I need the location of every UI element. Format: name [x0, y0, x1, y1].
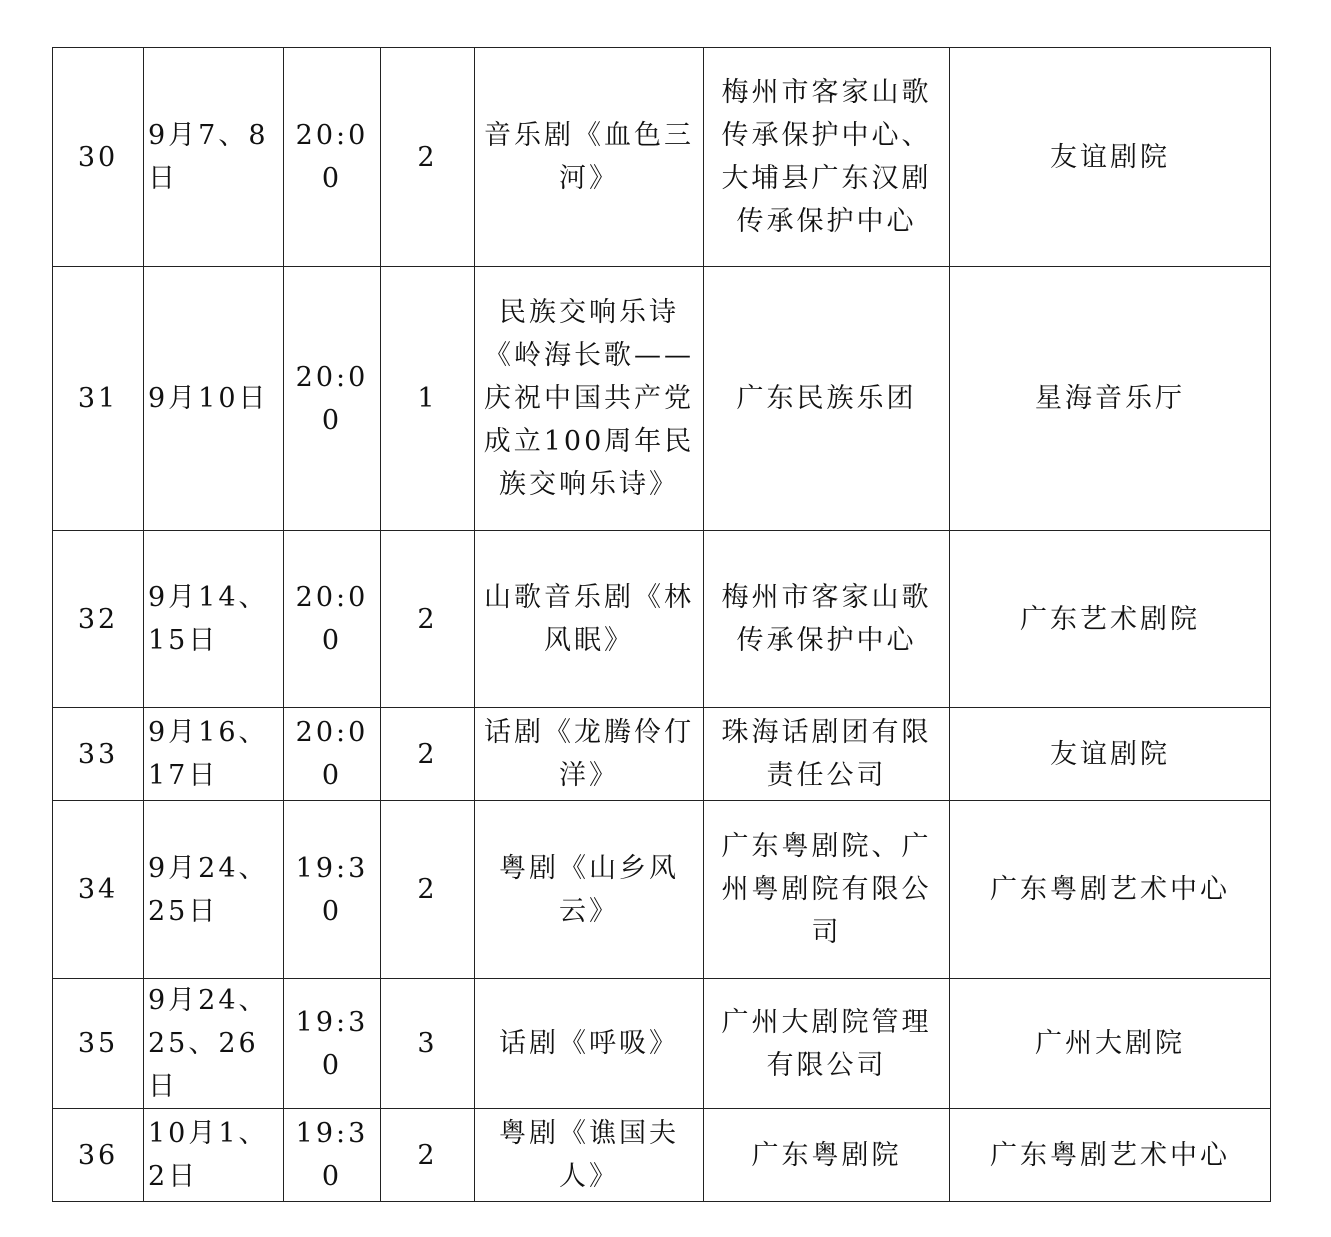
performance-time: 19:30: [284, 801, 381, 979]
troupe-name: 珠海话剧团有限责任公司: [704, 708, 950, 801]
table-row: [53, 979, 1271, 1109]
row-number: 32: [53, 531, 144, 708]
performance-date: 9月16、17日: [144, 708, 284, 801]
show-count: 2: [381, 801, 475, 979]
venue-name: 友谊剧院: [950, 708, 1271, 801]
troupe-name: 广东民族乐团: [704, 267, 950, 531]
troupe-name: 广州大剧院管理有限公司: [704, 979, 950, 1109]
troupe-name: 梅州市客家山歌传承保护中心、大埔县广东汉剧传承保护中心: [704, 48, 950, 267]
performance-time: 20:00: [284, 531, 381, 708]
venue-name: 广州大剧院: [950, 979, 1271, 1109]
row-number: 31: [53, 267, 144, 531]
row-number: 36: [53, 1109, 144, 1202]
troupe-name: 梅州市客家山歌传承保护中心: [704, 531, 950, 708]
table-row: [53, 708, 1271, 801]
show-count: 2: [381, 708, 475, 801]
program-title: 话剧《龙腾伶仃洋》: [475, 708, 704, 801]
table-row: [53, 1109, 1271, 1202]
program-title: 粤剧《山乡风云》: [475, 801, 704, 979]
program-title: 民族交响乐诗《岭海长歌——庆祝中国共产党成立100周年民族交响乐诗》: [475, 267, 704, 531]
venue-name: 广东粤剧艺术中心: [950, 1109, 1271, 1202]
venue-name: 友谊剧院: [950, 48, 1271, 267]
performance-time: 19:30: [284, 1109, 381, 1202]
table-row: [53, 801, 1271, 979]
performance-date: 9月7、8日: [144, 48, 284, 267]
program-title: 山歌音乐剧《林风眠》: [475, 531, 704, 708]
performance-date: 9月10日: [144, 267, 284, 531]
venue-name: 星海音乐厅: [950, 267, 1271, 531]
show-count: 3: [381, 979, 475, 1109]
row-number: 33: [53, 708, 144, 801]
show-count: 2: [381, 48, 475, 267]
venue-name: 广东粤剧艺术中心: [950, 801, 1271, 979]
performance-time: 20:00: [284, 48, 381, 267]
show-count: 2: [381, 1109, 475, 1202]
troupe-name: 广东粤剧院、广州粤剧院有限公司: [704, 801, 950, 979]
performance-date: 9月24、25日: [144, 801, 284, 979]
performance-time: 19:30: [284, 979, 381, 1109]
table-row: [53, 48, 1271, 267]
row-number: 30: [53, 48, 144, 267]
performance-schedule-table: [52, 47, 1271, 1202]
program-title: 粤剧《谯国夫人》: [475, 1109, 704, 1202]
table-row: [53, 531, 1271, 708]
performance-time: 20:00: [284, 708, 381, 801]
row-number: 35: [53, 979, 144, 1109]
row-number: 34: [53, 801, 144, 979]
performance-date: 9月24、25、26日: [144, 979, 284, 1109]
show-count: 2: [381, 531, 475, 708]
table-row: [53, 267, 1271, 531]
troupe-name: 广东粤剧院: [704, 1109, 950, 1202]
performance-time: 20:00: [284, 267, 381, 531]
performance-date: 10月1、2日: [144, 1109, 284, 1202]
program-title: 音乐剧《血色三河》: [475, 48, 704, 267]
performance-date: 9月14、15日: [144, 531, 284, 708]
program-title: 话剧《呼吸》: [475, 979, 704, 1109]
show-count: 1: [381, 267, 475, 531]
venue-name: 广东艺术剧院: [950, 531, 1271, 708]
